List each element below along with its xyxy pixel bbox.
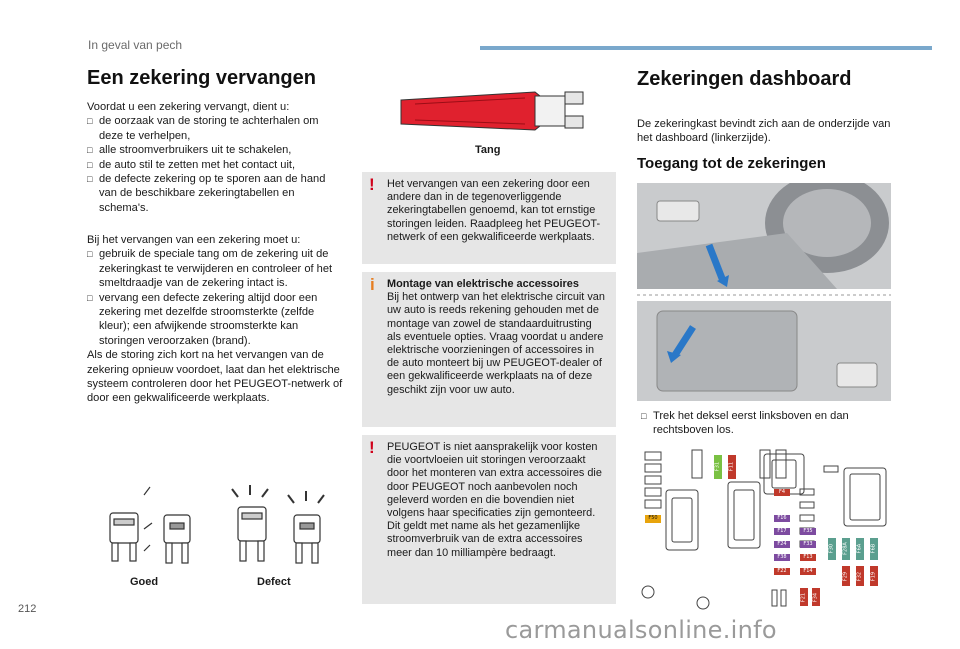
caption-good: Goed bbox=[130, 576, 159, 588]
header-bar bbox=[480, 46, 932, 50]
warning-box-1 bbox=[362, 172, 616, 264]
info-content bbox=[387, 278, 608, 397]
fuse-label: F6B bbox=[870, 543, 877, 554]
list-item: □ de auto stil te zetten met het contact uit, bbox=[87, 158, 345, 172]
warning-box-2 bbox=[362, 435, 616, 604]
dashboard-photos bbox=[637, 183, 891, 401]
list-item: □ alle stroomverbruikers uit te schakelen, bbox=[87, 143, 345, 157]
info-text: Bij het ontwerp van het elektrische circuit van uw auto is reeds rekening gehouden met de montage van zowel de standaarduitrusting als eventuele opties. Vraag voordat u andere elektrische voorzieningen of accessoires in de auto monteert bij uw PEUGEOT-dealer of een gekwalificeerde werkplaats na of deze geschikt zijn voor uw auto. bbox=[387, 291, 605, 396]
caption-tang: Tang bbox=[475, 144, 501, 156]
info-title: Montage van elektrische accessoires bbox=[387, 278, 579, 290]
fuse-label: F4 bbox=[778, 489, 786, 495]
fuse-label: F13 bbox=[803, 554, 813, 560]
fuse-puller-image bbox=[395, 86, 605, 138]
replace-block bbox=[87, 233, 345, 406]
fuse-label: F22 bbox=[777, 568, 787, 574]
caption-defect: Defect bbox=[257, 576, 291, 588]
fuse-label: F34 bbox=[812, 592, 819, 603]
fuse-label: F17 bbox=[777, 528, 787, 534]
warning-icon: ! bbox=[369, 438, 375, 457]
dashboard-photo-1 bbox=[637, 183, 891, 289]
fuse-label: F32 bbox=[856, 571, 863, 582]
fuse-label: F16 bbox=[777, 515, 787, 521]
subtitle-access: Toegang tot de zekeringen bbox=[637, 155, 826, 172]
page-number: 212 bbox=[18, 603, 37, 615]
intro-block bbox=[87, 100, 345, 215]
defect-fuse-image bbox=[232, 485, 324, 563]
list-item: □ de oorzaak van de storing te achterhalen om deze te verhelpen, bbox=[87, 114, 345, 143]
list-item: □ vervang een defecte zekering altijd door een zekering met dezelfde stroomsterkte (zelfde kleur); een afwijkende stroomsterkte kan storingen veroorzaken (brand). bbox=[87, 291, 345, 349]
fuse-label: F19 bbox=[870, 571, 877, 582]
warning-text: Het vervangen van een zekering door een andere dan in de tegenoverliggende zekeringtabellen genoemd, kan tot ernstige storingen leiden. Raadpleeg het PEUGEOT-netwerk of een gekwalificeerde werkplaats. bbox=[387, 178, 601, 243]
info-icon: i bbox=[370, 275, 375, 294]
section-header: In geval van pech bbox=[88, 38, 183, 52]
warning-icon: ! bbox=[369, 175, 375, 194]
dashboard-intro: De zekeringkast bevindt zich aan de onderzijde van het dashboard (linkerzijde). bbox=[637, 118, 891, 145]
replace-intro: Bij het vervangen van een zekering moet u: bbox=[87, 234, 301, 246]
dashboard-photo-2 bbox=[637, 301, 891, 401]
info-box bbox=[362, 272, 616, 427]
fuse-label: F29 bbox=[842, 571, 849, 582]
fuse-label: F6A bbox=[856, 543, 863, 554]
fuse-label: F14 bbox=[803, 568, 813, 574]
warning-text: PEUGEOT is niet aansprakelijk voor kosten die voortvloeien uit storingen veroorzaakt door het monteren van extra accessoires die door PEUGEOT noch aanbevolen noch geleverd worden en die bovendien niet volgens haar specificaties zijn gemonteerd. Dit geldt met name als het gezamenlijke stroomverbruik van de extra accessoires meer dan 10 milliampère bedraagt. bbox=[387, 441, 602, 559]
section-title-dashboard-fuses: Zekeringen dashboard bbox=[637, 68, 852, 90]
watermark: carmanualsonline.info bbox=[505, 616, 777, 644]
fuse-label: F21 bbox=[800, 592, 807, 603]
fuse-illustrations bbox=[100, 485, 340, 577]
step-item: □ Trek het deksel eerst linksboven en dan rechtsboven los. bbox=[641, 409, 903, 438]
fuse-label: F30 bbox=[828, 543, 835, 554]
fuse-label: F33 bbox=[803, 541, 813, 547]
fuse-label: F35 bbox=[803, 528, 813, 534]
list-item: □ gebruik de speciale tang om de zekering uit de zekeringkast te verwijderen en controleer of het smeltdraadje van de zekering intact is. bbox=[87, 247, 345, 290]
list-item: □ de defecte zekering op te sporen aan de hand van de beschikbare zekeringtabellen en schema's. bbox=[87, 172, 345, 215]
after-text: Als de storing zich kort na het vervangen van de zekering opnieuw voordoet, laat dan het elektrische systeem controleren door het PEUGEOT-netwerk of door een gekwalificeerde werkplaats. bbox=[87, 349, 343, 405]
fuse-label: F31 bbox=[714, 461, 721, 472]
fuse-label: F38 bbox=[777, 554, 787, 560]
fuse-label: F11 bbox=[728, 461, 735, 472]
fuse-label: F28A bbox=[842, 542, 849, 555]
intro-text: Voordat u een zekering vervangt, dient u: bbox=[87, 101, 290, 113]
good-fuse-image bbox=[110, 487, 190, 563]
section-title-replace-fuse: Een zekering vervangen bbox=[87, 67, 316, 89]
fuse-label: F24 bbox=[777, 541, 787, 547]
fuse-labels bbox=[628, 442, 898, 610]
fuse-label: F50 bbox=[648, 515, 658, 521]
